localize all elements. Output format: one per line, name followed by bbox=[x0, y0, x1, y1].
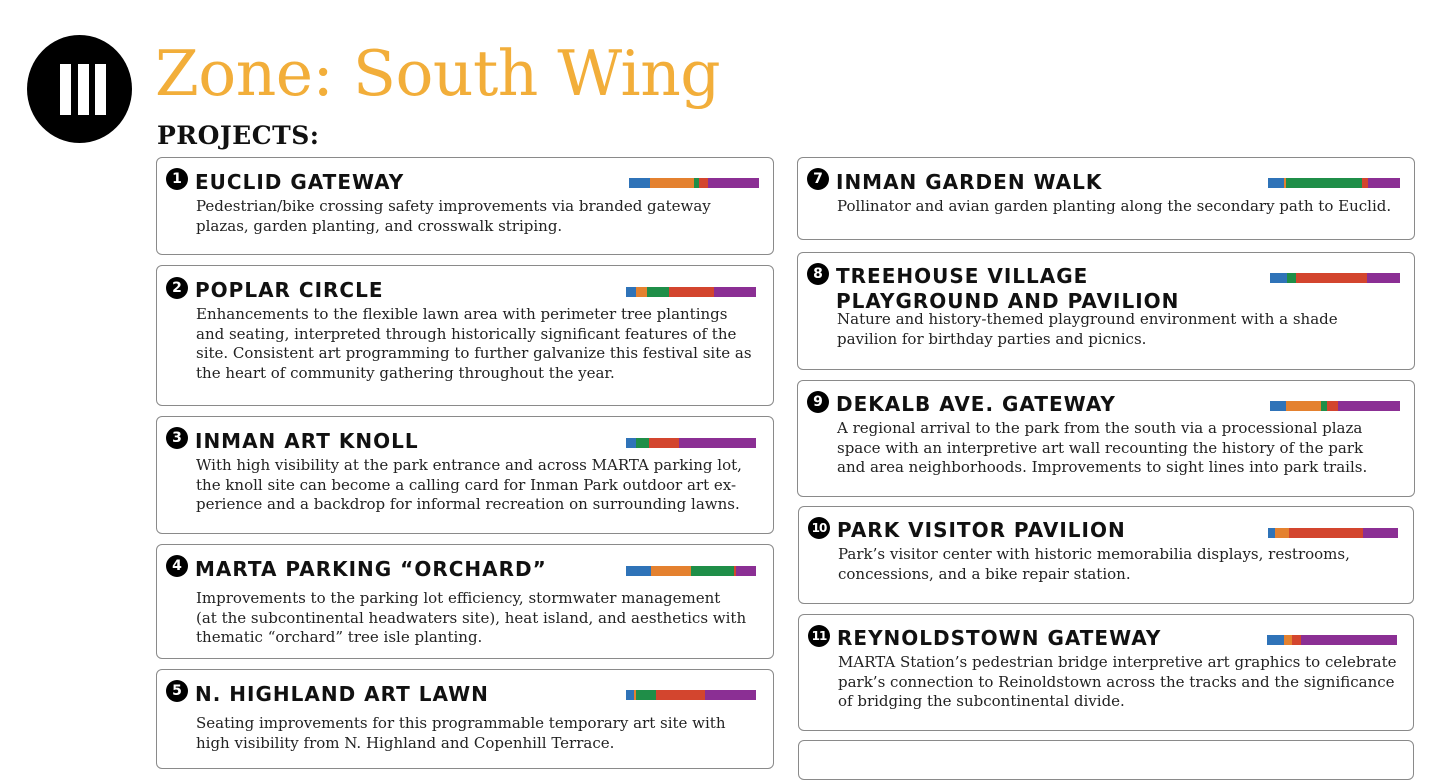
color-bar-segment-green bbox=[691, 566, 734, 576]
project-card-2 bbox=[156, 265, 774, 406]
color-bar-segment-blue bbox=[626, 287, 636, 297]
color-bar-segment-red bbox=[1289, 528, 1363, 538]
color-bar-segment-red bbox=[1327, 401, 1337, 411]
color-bar-segment-orange bbox=[651, 566, 691, 576]
project-card-8 bbox=[797, 252, 1415, 370]
project-description: Seating improvements for this programmable temporary art site with high visibility from N. Highland and Copenhill Terrace. bbox=[196, 714, 726, 752]
project-color-bar bbox=[626, 287, 756, 297]
project-card-7 bbox=[797, 157, 1415, 240]
project-card-9 bbox=[797, 380, 1415, 497]
project-description: Nature and history-themed playground environment with a shade pavilion for birthday parties and picnics. bbox=[837, 310, 1338, 348]
color-bar-segment-blue bbox=[1267, 635, 1284, 645]
color-bar-segment-blue bbox=[626, 690, 634, 700]
color-bar-segment-purple bbox=[708, 178, 759, 188]
color-bar-segment-red bbox=[699, 178, 708, 188]
color-bar-segment-orange bbox=[1275, 528, 1289, 538]
project-title: INMAN GARDEN WALK bbox=[836, 170, 1103, 194]
project-card-10 bbox=[798, 506, 1414, 604]
project-title: TREEHOUSE VILLAGE PLAYGROUND AND PAVILION bbox=[836, 264, 1180, 313]
roman-numeral-iii-icon bbox=[27, 35, 132, 143]
color-bar-segment-orange bbox=[636, 287, 646, 297]
project-color-bar bbox=[1268, 178, 1400, 188]
project-title: DEKALB AVE. GATEWAY bbox=[836, 392, 1116, 416]
color-bar-segment-purple bbox=[1368, 178, 1400, 188]
project-card-4 bbox=[156, 544, 774, 659]
color-bar-segment-red bbox=[1296, 273, 1368, 283]
project-number-badge: 5 bbox=[166, 680, 188, 702]
color-bar-segment-green bbox=[647, 287, 669, 297]
project-number-badge: 8 bbox=[807, 263, 829, 285]
color-bar-segment-red bbox=[669, 287, 715, 297]
zone-title: Zone: South Wing bbox=[155, 37, 721, 110]
project-color-bar bbox=[1268, 528, 1398, 538]
project-color-bar bbox=[1270, 273, 1400, 283]
project-color-bar bbox=[626, 438, 756, 448]
project-description: Pollinator and avian garden planting along the secondary path to Euclid. bbox=[837, 197, 1392, 215]
project-color-bar bbox=[626, 690, 756, 700]
color-bar-segment-purple bbox=[705, 690, 756, 700]
project-color-bar bbox=[1270, 401, 1400, 411]
color-bar-segment-red bbox=[649, 438, 679, 448]
color-bar-segment-green bbox=[636, 438, 649, 448]
color-bar-segment-blue bbox=[629, 178, 650, 188]
project-number-badge: 11 bbox=[808, 625, 830, 647]
project-card-3 bbox=[156, 416, 774, 534]
color-bar-segment-orange bbox=[650, 178, 694, 188]
project-title: MARTA PARKING “ORCHARD” bbox=[195, 557, 547, 581]
color-bar-segment-orange bbox=[1286, 401, 1321, 411]
project-card-5 bbox=[156, 669, 774, 769]
color-bar-segment-purple bbox=[1367, 273, 1400, 283]
project-title: POPLAR CIRCLE bbox=[195, 278, 384, 302]
color-bar-segment-green bbox=[636, 690, 656, 700]
color-bar-segment-purple bbox=[1338, 401, 1400, 411]
project-number-badge: 10 bbox=[808, 517, 830, 539]
project-description: Pedestrian/bike crossing safety improvements via branded gateway plazas, garden planting, and crosswalk striping. bbox=[196, 197, 711, 235]
project-number-badge: 4 bbox=[166, 555, 188, 577]
project-card-11 bbox=[798, 614, 1414, 731]
project-description: Park’s visitor center with historic memorabilia displays, restrooms, concessions, and a bike repair station. bbox=[838, 545, 1350, 583]
color-bar-segment-purple bbox=[679, 438, 756, 448]
color-bar-segment-blue bbox=[1268, 178, 1284, 188]
color-bar-segment-purple bbox=[1301, 635, 1397, 645]
project-title: EUCLID GATEWAY bbox=[195, 170, 405, 194]
project-number-badge: 3 bbox=[166, 427, 188, 449]
project-description: A regional arrival to the park from the south via a processional plaza space with an interpretive art wall recounting the history of the park and area neighborhoods. Improvements to sight lines into park trails. bbox=[837, 419, 1368, 477]
project-title: INMAN ART KNOLL bbox=[195, 429, 419, 453]
color-bar-segment-green bbox=[1286, 178, 1361, 188]
project-color-bar bbox=[629, 178, 759, 188]
color-bar-segment-purple bbox=[736, 566, 756, 576]
project-title: N. HIGHLAND ART LAWN bbox=[195, 682, 489, 706]
project-card-1 bbox=[156, 157, 774, 255]
color-bar-segment-purple bbox=[1363, 528, 1398, 538]
project-description: Enhancements to the flexible lawn area with perimeter tree plantings and seating, interpreted through historically significant features of the site. Consistent art programming to further galvanize this festival site as the heart of community gathering throughout the year. bbox=[196, 305, 752, 382]
color-bar-segment-orange bbox=[1284, 635, 1292, 645]
color-bar-segment-red bbox=[656, 690, 705, 700]
project-color-bar bbox=[626, 566, 756, 576]
project-description: With high visibility at the park entrance and across MARTA parking lot, the knoll site can become a calling card for Inman Park outdoor art ex- perience and a backdrop for informal recreation on surrounding lawns. bbox=[196, 456, 742, 514]
project-title: PARK VISITOR PAVILION bbox=[837, 518, 1126, 542]
color-bar-segment-blue bbox=[626, 566, 651, 576]
project-number-badge: 1 bbox=[166, 168, 188, 190]
project-color-bar bbox=[1267, 635, 1397, 645]
project-number-badge: 2 bbox=[166, 277, 188, 299]
color-bar-segment-blue bbox=[626, 438, 636, 448]
color-bar-segment-red bbox=[1362, 178, 1369, 188]
project-description: Improvements to the parking lot efficiency, stormwater management (at the subcontinental headwaters site), heat island, and aesthetics with thematic “orchard” tree isle planting. bbox=[196, 589, 747, 647]
project-number-badge: 9 bbox=[807, 391, 829, 413]
color-bar-segment-green bbox=[1287, 273, 1296, 283]
project-card-partial bbox=[798, 740, 1414, 780]
projects-heading: PROJECTS: bbox=[157, 121, 320, 150]
project-title: REYNOLDSTOWN GATEWAY bbox=[837, 626, 1162, 650]
project-number-badge: 7 bbox=[807, 168, 829, 190]
color-bar-segment-blue bbox=[1270, 401, 1286, 411]
color-bar-segment-purple bbox=[714, 287, 756, 297]
project-description: MARTA Station’s pedestrian bridge interpretive art graphics to celebrate park’s connection to Reinoldstown across the tracks and the significance of bridging the subcontinental divide. bbox=[838, 653, 1397, 711]
color-bar-segment-red bbox=[1292, 635, 1301, 645]
color-bar-segment-blue bbox=[1270, 273, 1287, 283]
